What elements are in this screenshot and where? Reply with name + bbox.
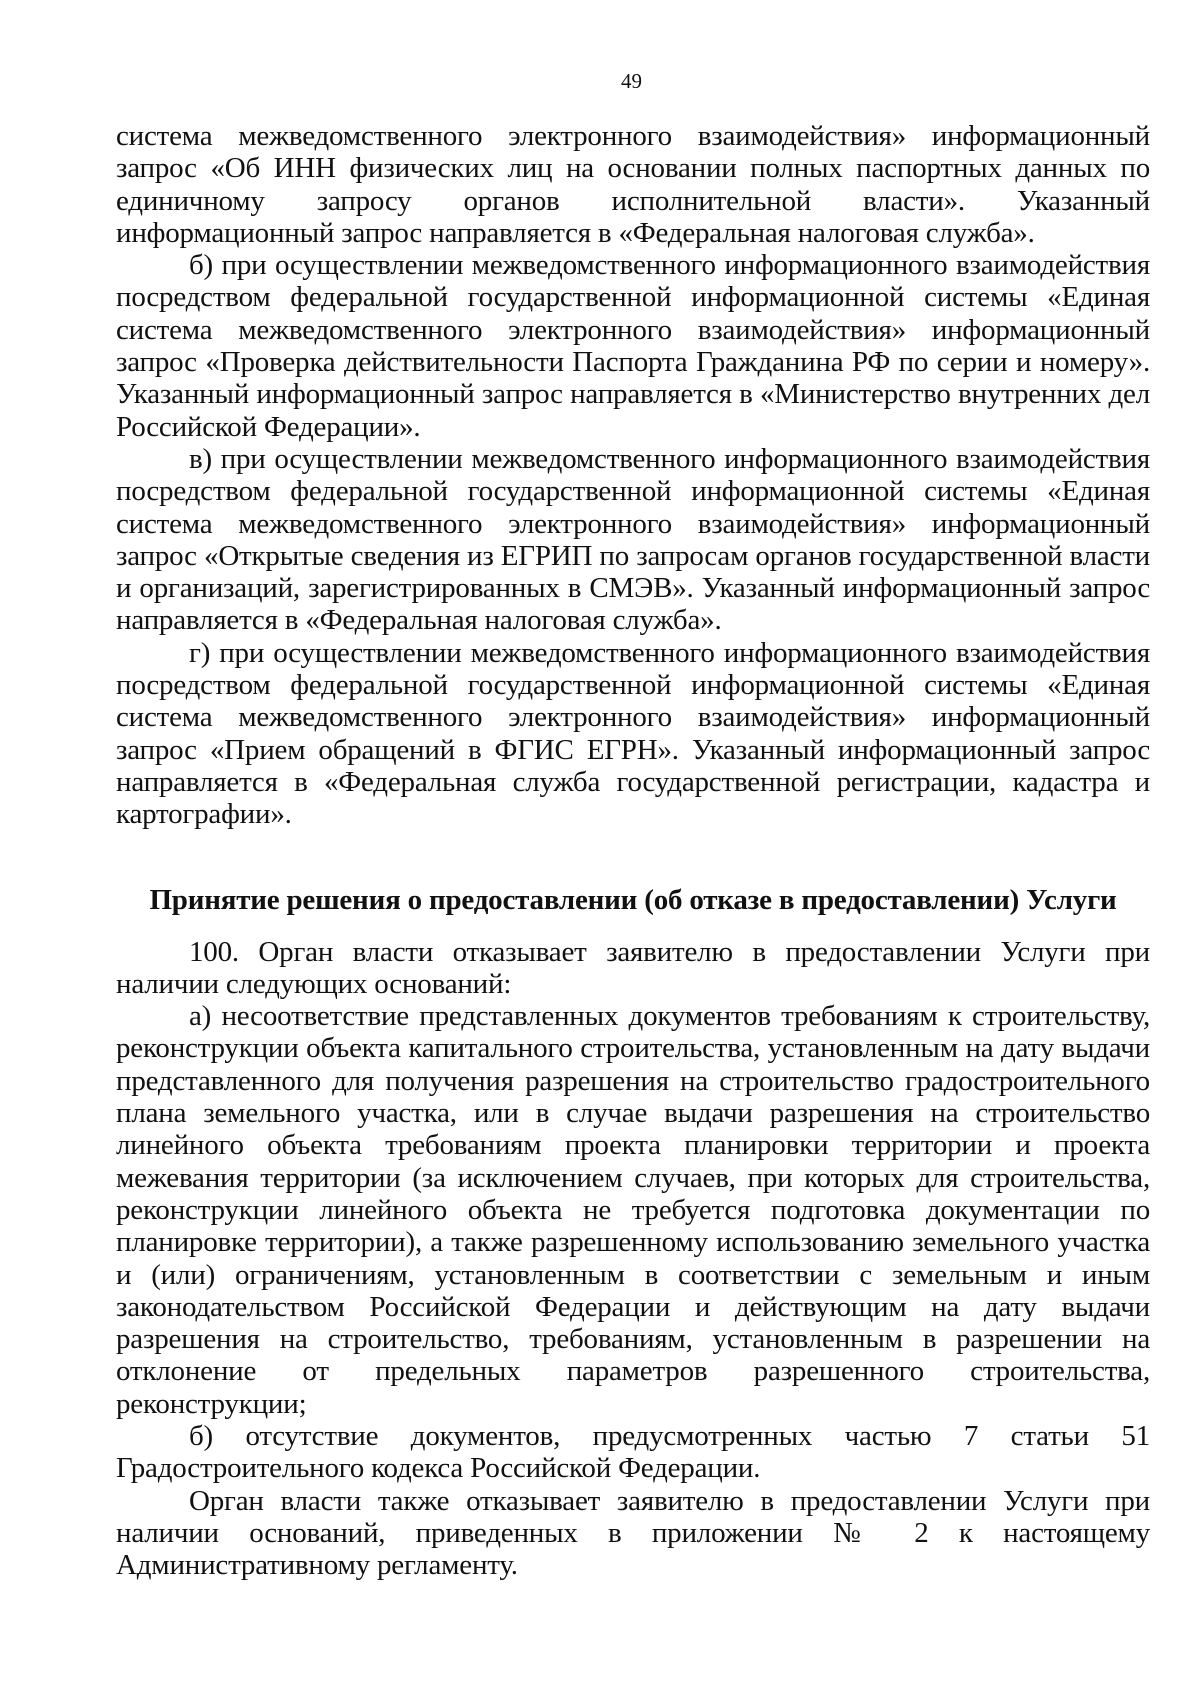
paragraph-clause-100-b: б) отсутствие документов, предусмотренных частью 7 статьи 51 Градостроительного кодекса Российской Федерации. — [116, 1419, 1150, 1485]
paragraph-continuation: система межведомственного электронного взаимодействия» информационный запрос «Об ИНН физических лиц на основании полных паспортных данных по единичному запросу органов исполнительной власти». Указанный информационный запрос направляется в «Федеральная налоговая служба». — [116, 120, 1150, 249]
paragraph-item-g: г) при осуществлении межведомственного информационного взаимодействия посредством федеральной государственной информационной системы «Единая система межведомственного электронного взаимодействия» информационный запрос «Прием обращений в ФГИС ЕГРН». Указанный информационный запрос направляется в «Федеральная служба государственной регистрации, кадастра и картографии». — [116, 636, 1150, 831]
paragraph-clause-100-a: а) несоответствие представленных документов требованиям к строительству, реконструкции объекта капитального строительства, установленным на дату выдачи представленного для получения разрешения на строительство градостроительного плана земельного участка, или в случае выдачи разрешения на строительство линейного объекта требованиям проекта планировки территории и проекта межевания территории (за исключением случаев, при которых для строительства, реконструкции линейного объекта не требуется подготовка документации по планировке территории), а также разрешенному использованию земельного участка и (или) ограничениям, установленным в соответствии с земельным и иным законодательством Российской Федерации и действующим на дату выдачи разрешения на строительство, требованиям, установленным в разрешении на отклонение от предельных параметров разрешенного строительства, реконструкции; — [116, 1000, 1150, 1420]
document-body — [116, 120, 1150, 1581]
paragraph-item-v: в) при осуществлении межведомственного информационного взаимодействия посредством федеральной государственной информационной системы «Единая система межведомственного электронного взаимодействия» информационный запрос «Открытые сведения из ЕГРИП по запросам органов государственной власти и организаций, зарегистрированных в СМЭВ». Указанный информационный запрос направляется в «Федеральная налоговая служба». — [116, 442, 1150, 637]
page-number: 49 — [621, 69, 642, 93]
paragraph-additional-grounds: Орган власти также отказывает заявителю в предоставлении Услуги при наличии оснований, приведенных в приложении № 2 к настоящему Административному регламенту. — [116, 1484, 1150, 1582]
paragraph-clause-100: 100. Орган власти отказывает заявителю в предоставлении Услуги при наличии следующих оснований: — [116, 935, 1150, 1000]
section-heading: Принятие решения о предоставлении (об отказе в предоставлении) Услуги — [149, 883, 1117, 916]
paragraph-item-b: б) при осуществлении межведомственного информационного взаимодействия посредством федеральной государственной информационной системы «Единая система межведомственного электронного взаимодействия» информационный запрос «Проверка действительности Паспорта Гражданина РФ по серии и номеру». Указанный информационный запрос направляется в «Министерство внутренних дел Российской Федерации». — [116, 249, 1150, 443]
